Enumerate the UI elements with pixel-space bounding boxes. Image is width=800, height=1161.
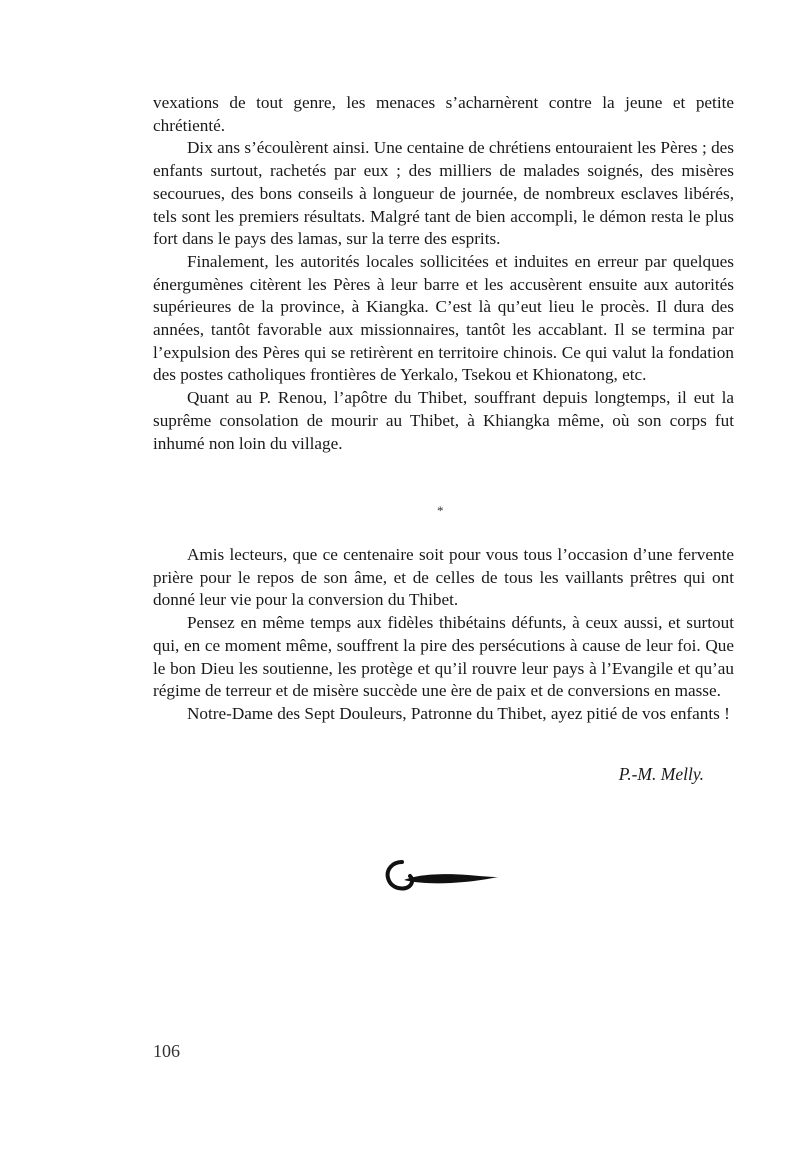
paragraph: Quant au P. Renou, l’apôtre du Thibet, souffrant depuis longtemps, il eut la suprême consolation de mourir au Thibet, à Khiangka même, où son corps fut inhumé non loin du village. — [153, 388, 734, 453]
top-text-block — [153, 92, 734, 455]
paragraph: Pensez en même temps aux fidèles thibétains défunts, à ceux aussi, et surtout qui, en ce moment même, souffrent la pire des persécutions à cause de leur foi. Que le bon Dieu les soutienne, les protège et qu’il rouvre leur pays à l’Evangile et qu’au régime de terreur et de misère succède une ère de paix et de conversions en masse. — [153, 613, 734, 701]
bottom-text-block — [153, 544, 734, 726]
author-signature: P.-M. Melly. — [618, 764, 704, 784]
paragraph: Amis lecteurs, que ce centenaire soit pour vous tous l’occasion d’une fervente prière pour le repos de son âme, et de celles de tous les vaillants prêtres qui ont donné leur vie pour la conversion du Thibet. — [153, 545, 734, 610]
paragraph: Notre-Dame des Sept Douleurs, Patronne du Thibet, ayez pitié de vos enfants ! — [187, 703, 730, 723]
flourish-ornament-icon — [384, 858, 500, 894]
paragraph: Dix ans s’écoulèrent ainsi. Une centaine de chrétiens entouraient les Pères ; des enfants surtout, rachetés par eux ; des milliers de malades soignés, des misères secourues, des bons conseils à longueur de journée, de nombreux esclaves libérés, tels sont les premiers résultats. Malgré tant de bien accompli, le démon resta le plus fort dans le pays des lamas, sur la terre des esprits. — [153, 138, 734, 249]
paragraph: Finalement, les autorités locales sollicitées et induites en erreur par quelques énergumènes citèrent les Pères à leur barre et les accusèrent ensuite aux autorités supérieures de la province, à Kiangka. C’est là qu’eut lieu le procès. Il dura des années, tantôt favorable aux missionnaires, tantôt les accablant. Il se termina par l’expulsion des Pères qui se retirèrent en territoire chinois. Ce qui valut la fondation des postes catholiques frontières de Yerkalo, Tsekou et Khionatong, etc. — [153, 251, 734, 385]
page-number: 106 — [153, 1041, 180, 1061]
section-separator: * — [437, 503, 444, 518]
paragraph-continuation: vexations de tout genre, les menaces s’acharnèrent contre la jeune et petite chrétienté. — [153, 93, 734, 135]
